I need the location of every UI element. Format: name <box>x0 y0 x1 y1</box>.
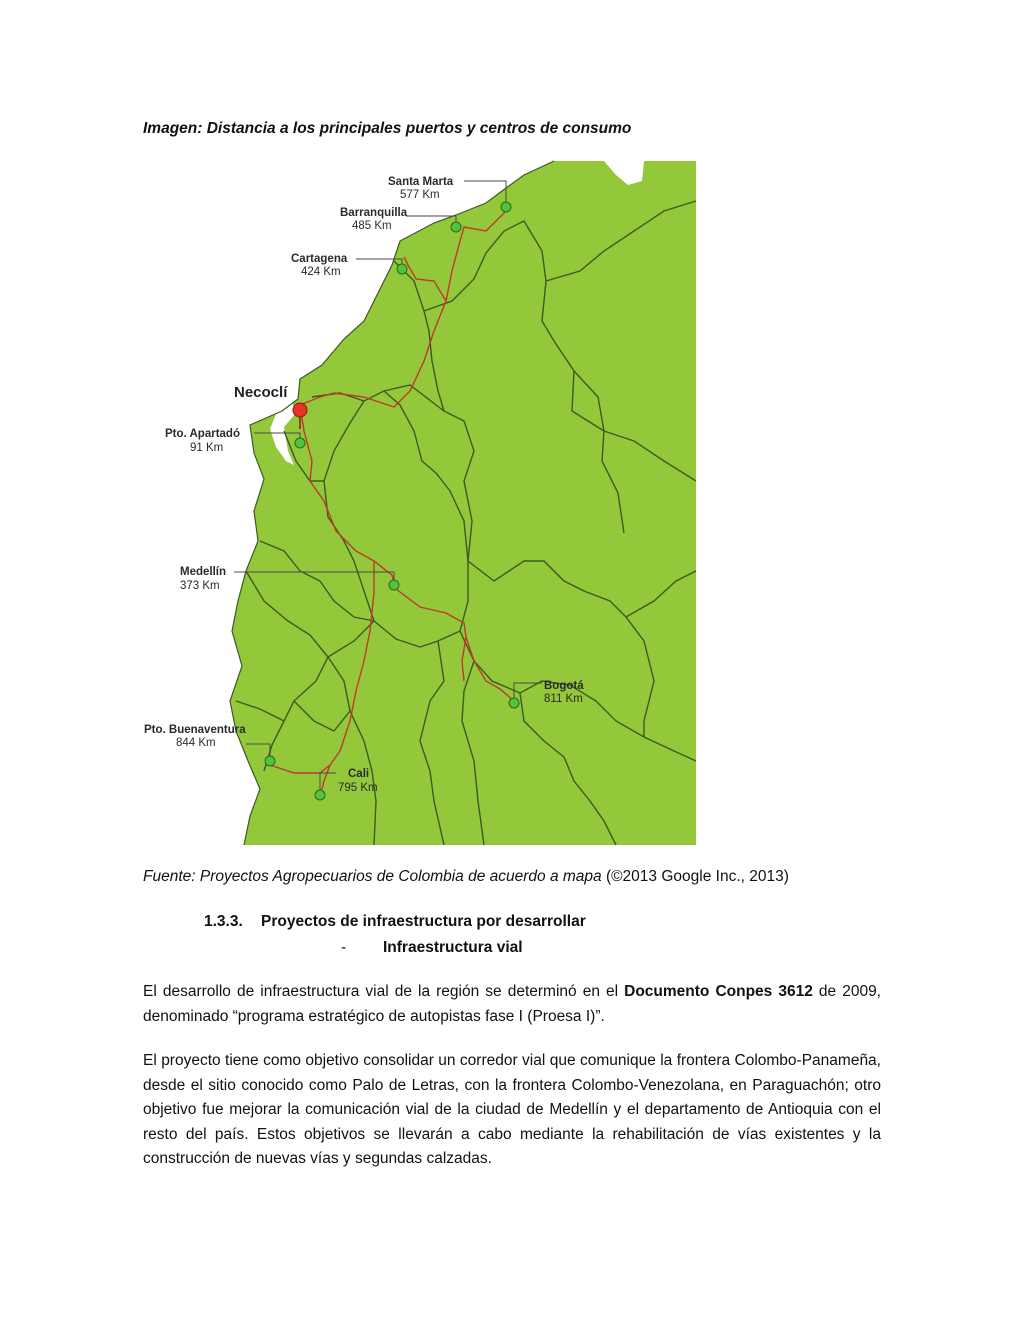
subsection-bullet: - <box>341 939 347 956</box>
label-santa-marta: Santa Marta <box>388 176 454 188</box>
label-cartagena: Cartagena <box>291 253 348 265</box>
marker-cartagena <box>397 264 407 274</box>
paragraph-conpes <box>143 980 881 1029</box>
km-buenaventura: 844 Km <box>176 737 216 749</box>
colombia-map <box>144 161 696 845</box>
marker-buenaventura <box>265 756 275 766</box>
marker-apartado <box>295 438 305 448</box>
label-buenaventura: Pto. Buenaventura <box>144 724 246 736</box>
label-necocli: Necoclí <box>234 384 288 401</box>
marker-bogota <box>509 698 519 708</box>
paragraph-project: El proyecto tiene como objetivo consolidar un corredor vial que comunique la frontera Colombo-Panameña, desde el sitio conocido como Palo de Letras, con la frontera Colombo-Venezolana, en Paraguachón; otro objetivo fue mejorar la comunicación vial de la ciudad de Medellín y el departamento de Antioquia con el resto del país. Estos objetivos se llevarán a cabo mediante la rehabilitación de vías existentes y la construcción de nuevas vías y segundas calzadas. <box>143 1052 881 1167</box>
km-barranquilla: 485 Km <box>352 220 392 232</box>
label-apartado: Pto. Apartadó <box>165 428 240 440</box>
label-cali: Cali <box>348 768 370 780</box>
source-normal: (©2013 Google Inc., 2013) <box>601 868 789 885</box>
section-number: 1.3.3. <box>204 913 243 930</box>
km-medellin: 373 Km <box>180 580 220 592</box>
km-santa-marta: 577 Km <box>400 189 440 201</box>
marker-medellin <box>389 580 399 590</box>
marker-cali <box>315 790 325 800</box>
km-bogota: 811 Km <box>544 693 583 705</box>
paragraph1-before: El desarrollo de infraestructura vial de la región se determinó en el <box>143 983 625 1000</box>
source-italic: Fuente: Proyectos Agropecuarios de Colombia de acuerdo a mapa <box>143 868 602 885</box>
label-medellin: Medellín <box>180 566 227 578</box>
map-svg <box>144 161 696 845</box>
subsection-title: Infraestructura vial <box>383 939 523 956</box>
subsection-heading <box>341 939 523 957</box>
marker-santa-marta <box>501 202 511 212</box>
km-cali: 795 Km <box>338 782 378 794</box>
figure-source <box>143 868 789 886</box>
paragraph1-bold: Documento Conpes 3612 <box>624 983 813 1000</box>
km-cartagena: 424 Km <box>301 266 341 278</box>
label-barranquilla: Barranquilla <box>340 207 408 219</box>
paragraph1-after: de 2009, denominado “programa estratégico de autopistas fase I (Proesa I)”. <box>143 983 881 1025</box>
section-heading <box>204 913 586 931</box>
marker-barranquilla <box>451 222 461 232</box>
label-bogota: Bogotá <box>544 680 584 692</box>
marker-necocli <box>293 403 307 417</box>
km-apartado: 91 Km <box>190 442 224 454</box>
figure-caption: Imagen: Distancia a los principales puertos y centros de consumo <box>143 120 632 137</box>
section-title: Proyectos de infraestructura por desarrollar <box>261 913 586 930</box>
